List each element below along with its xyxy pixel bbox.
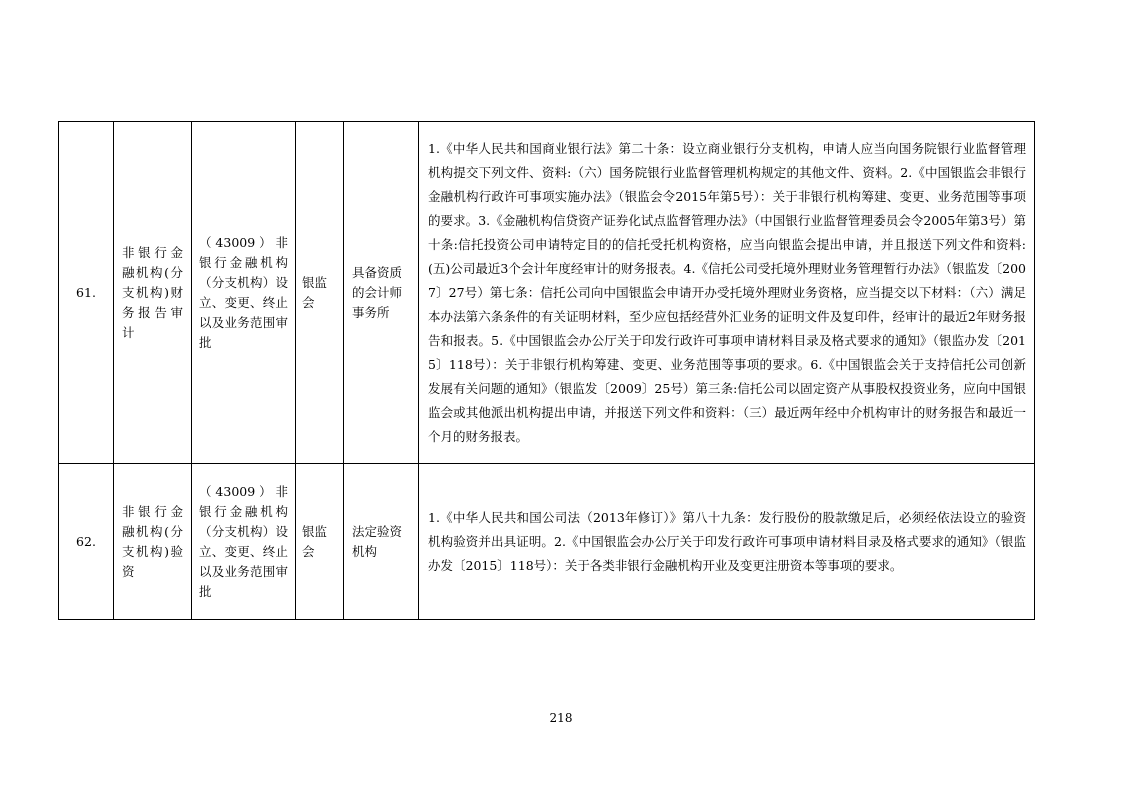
organization-cell: 法定验资机构 — [344, 464, 419, 620]
document-table — [58, 121, 1035, 620]
row-number-cell: 62. — [59, 464, 114, 620]
table-row — [59, 122, 1035, 464]
department-cell: 银监会 — [296, 122, 344, 464]
approval-item-cell: （43009）非银行金融机构（分支机构）设立、变更、终止以及业务范围审批 — [192, 464, 296, 620]
row-number-cell: 61. — [59, 122, 114, 464]
organization-cell: 具备资质的会计师事务所 — [344, 122, 419, 464]
service-name-cell: 非银行金融机构(分支机构)验资 — [114, 464, 192, 620]
department-cell: 银监会 — [296, 464, 344, 620]
page-number: 218 — [549, 711, 573, 725]
legal-basis-cell: 1.《中华人民共和国商业银行法》第二十条：设立商业银行分支机构，申请人应当向国务院银行业监督管理机构提交下列文件、资料:（六）国务院银行业监督管理机构规定的其他文件、资料。2.《中国银监会非银行金融机构行政许可事项实施办法》（银监会令2015年第5号）：关于非银行机构筹建、变更、业务范围等事项的要求。3.《金融机构信贷资产证券化试点监督管理办法》（中国银行业监督管理委员会令2005年第3号）第十条:信托投资公司申请特定目的的信托受托机构资格，应当向银监会提出申请，并且报送下列文件和资料:(五)公司最近3个会计年度经审计的财务报表。4.《信托公司受托境外理财业务管理暂行办法》（银监发〔2007〕27号）第七条：信托公司向中国银监会申请开办受托境外理财业务资格，应当提交以下材料：（六）满足本办法第六条条件的有关证明材料，至少应包括经营外汇业务的证明文件及复印件，经审计的最近2年财务报告和报表。5.《中国银监会办公厅关于印发行政许可事项申请材料目录及格式要求的通知》（银监办发〔2015〕118号）：关于非银行机构筹建、变更、业务范围等事项的要求。6.《中国银监会关于支持信托公司创新发展有关问题的通知》（银监发〔2009〕25号）第三条:信托公司以固定资产从事股权投资业务，应向中国银监会或其他派出机构提出申请，并报送下列文件和资料：（三）最近两年经中介机构审计的财务报告和最近一个月的财务报表。 — [419, 122, 1035, 464]
approval-item-cell: （43009）非银行金融机构（分支机构）设立、变更、终止以及业务范围审批 — [192, 122, 296, 464]
table-row — [59, 464, 1035, 620]
service-name-cell: 非银行金融机构(分支机构)财务报告审计 — [114, 122, 192, 464]
legal-basis-cell: 1.《中华人民共和国公司法（2013年修订）》第八十九条：发行股份的股款缴足后，必须经依法设立的验资机构验资并出具证明。2.《中国银监会办公厅关于印发行政许可事项申请材料目录及格式要求的通知》（银监办发〔2015〕118号）：关于各类非银行金融机构开业及变更注册资本等事项的要求。 — [419, 464, 1035, 620]
